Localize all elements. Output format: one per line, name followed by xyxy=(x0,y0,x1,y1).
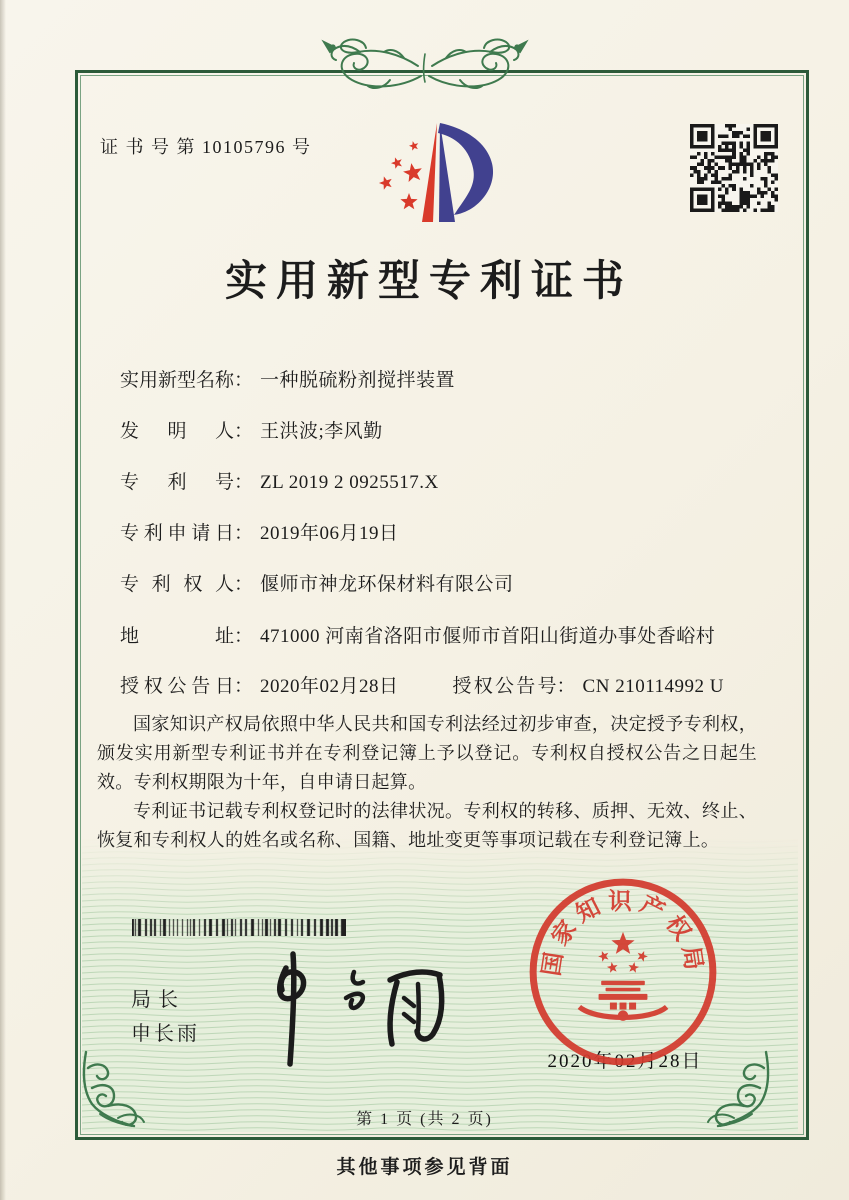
field-label: 专利申请日 xyxy=(120,523,234,544)
certificate-number: 证 书 号 第 10105796 号 xyxy=(100,137,312,157)
field-row xyxy=(120,416,383,443)
certificate-title: 实用新型专利证书 xyxy=(224,259,633,305)
field-row xyxy=(120,467,439,494)
field-label: 授权公告日 xyxy=(120,676,234,697)
field-label: 实用新型名称 xyxy=(120,370,235,391)
field-row xyxy=(120,365,455,392)
cnipa-logo-icon xyxy=(375,110,525,232)
field-colon: ： xyxy=(234,472,254,493)
field-row-grant xyxy=(120,671,724,698)
field-colon: ： xyxy=(234,523,254,544)
field-row xyxy=(120,569,514,596)
field-value: ZL 2019 2 0925517.X xyxy=(260,472,439,493)
field-colon: ： xyxy=(234,626,254,647)
field-colon: ： xyxy=(556,676,576,697)
field-value: 471000 河南省洛阳市偃师市首阳山街道办事处香峪村 xyxy=(260,626,716,647)
field-label: 发明人 xyxy=(120,421,234,442)
field-value: CN 210114992 U xyxy=(582,676,724,697)
qr-code xyxy=(690,124,778,212)
field-row xyxy=(120,621,715,648)
legal-paragraph: 专利证书记载专利权登记时的法律状况。专利权的转移、质押、无效、终止、恢复和专利权人的姓名或名称、国籍、地址变更等事项记载在专利登记簿上。 xyxy=(97,801,757,850)
signer-title: 局长 xyxy=(131,989,185,1011)
cnipa-red-seal-icon xyxy=(527,876,719,1068)
seal-date: 2020年02月28日 xyxy=(547,1051,703,1072)
top-scroll-ornament-icon xyxy=(300,36,550,94)
barcode xyxy=(132,919,346,936)
back-note: 其他事项参见背面 xyxy=(336,1157,513,1178)
director-signature-icon xyxy=(262,946,467,1074)
field-value: 王洪波;李风勤 xyxy=(260,421,383,442)
field-label: 专利权人 xyxy=(120,574,234,595)
signer-name: 申长雨 xyxy=(131,1023,200,1045)
field-label: 授权公告号 xyxy=(452,676,557,697)
national-emblem-icon xyxy=(579,932,666,1021)
page-number: 第 1 页 (共 2 页) xyxy=(356,1111,493,1128)
field-value: 一种脱硫粉剂搅拌装置 xyxy=(260,370,456,391)
field-label: 专利号 xyxy=(120,472,234,493)
field-value: 2019年06月19日 xyxy=(260,523,399,544)
field-value: 偃师市神龙环保材料有限公司 xyxy=(260,574,514,595)
field-colon: ： xyxy=(234,421,254,442)
field-row xyxy=(120,518,399,545)
legal-paragraph: 国家知识产权局依照中华人民共和国专利法经过初步审查，决定授予专利权，颁发实用新型专利证书并在专利登记簿上予以登记。专利权自授权公告之日起生效。专利权期限为十年，自申请日起算。 xyxy=(97,714,757,792)
field-label: 地址 xyxy=(120,626,234,647)
field-colon: ： xyxy=(234,574,254,595)
legal-text xyxy=(97,710,757,855)
field-value: 2020年02月28日 xyxy=(260,676,399,697)
seal-text: 国家知识产权局 xyxy=(538,888,708,978)
field-colon: ： xyxy=(234,370,254,391)
field-colon: ： xyxy=(234,676,254,697)
